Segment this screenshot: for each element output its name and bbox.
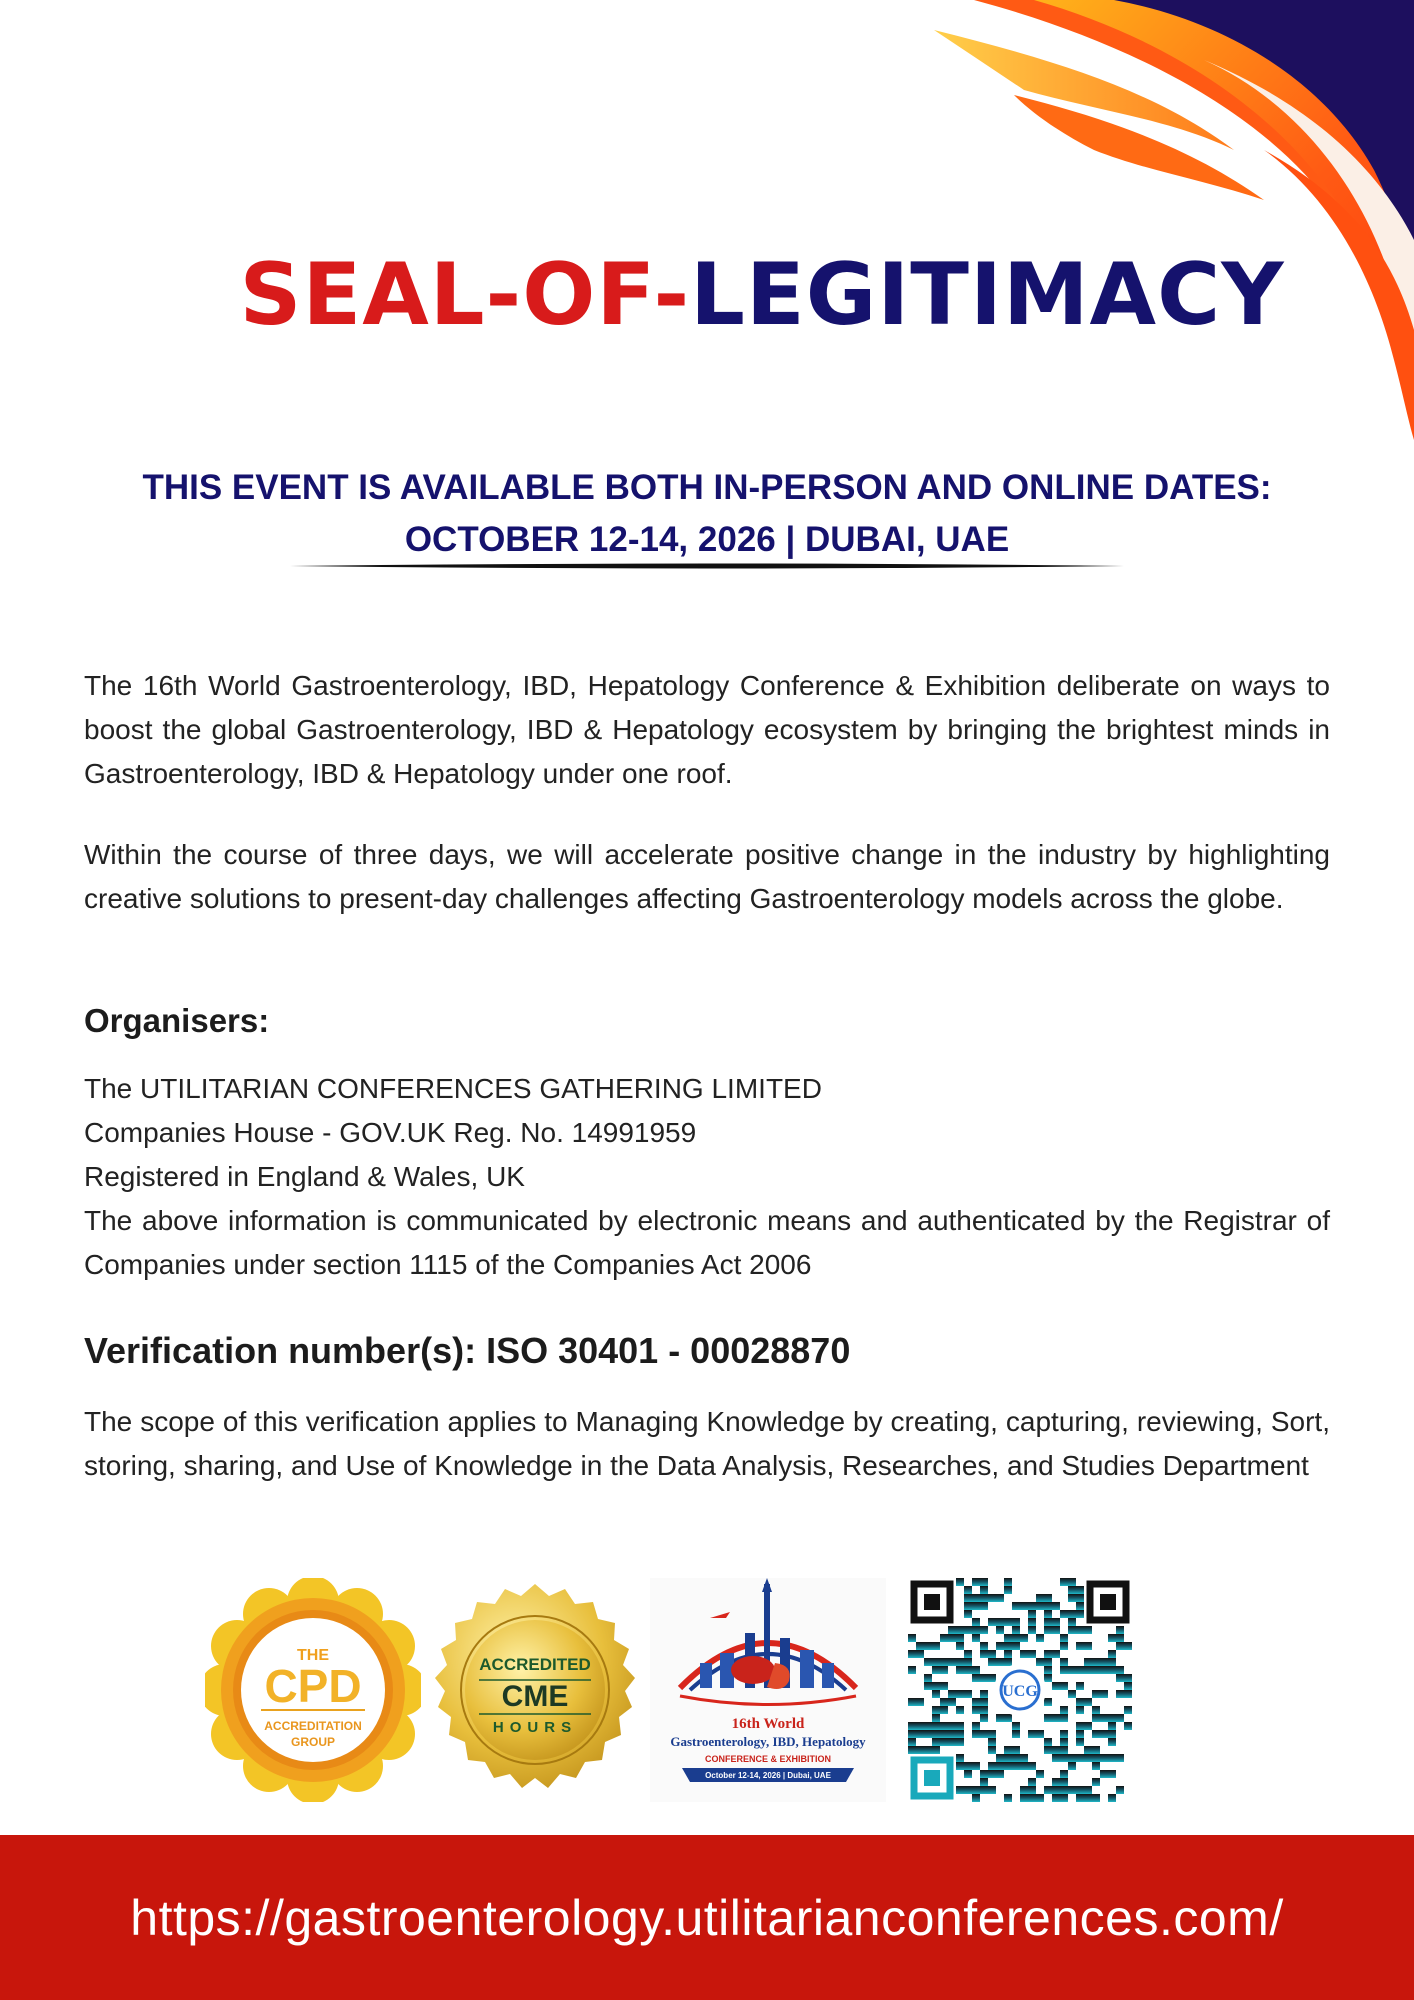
verification-heading: Verification number(s): ISO 30401 - 00028870 (84, 1330, 851, 1371)
title-part-legitimacy: LEGITIMACY (690, 245, 1285, 345)
cme-hours-text: HOURS (492, 1719, 578, 1736)
page-title (0, 245, 1414, 345)
subheading-underline (290, 562, 1124, 570)
subheading-line-2: OCTOBER 12-14, 2026 | DUBAI, UAE (404, 520, 1010, 559)
cpd-line2-text: GROUP (290, 1735, 336, 1749)
cme-accredited-text: ACCREDITED (479, 1655, 591, 1674)
organiser-line: Registered in England & Wales, UK (84, 1161, 525, 1192)
subheading-line-1: THIS EVENT IS AVAILABLE BOTH IN-PERSON AND ONLINE DATES: (142, 468, 1272, 507)
footer-bar (0, 1835, 1414, 2000)
cpd-line1-text: ACCREDITATION (264, 1719, 362, 1733)
cme-text: CME (501, 1680, 569, 1713)
badges-row (205, 1578, 1135, 1802)
verification-scope-text: The scope of this verification applies to Managing Knowledge by creating, capturing, reviewing, Sort, storing, sharing, and Use of Knowledge in the Data Analysis, Researches, and Studies Department (84, 1406, 1330, 1481)
organiser-line: The above information is communicated by electronic means and authenticated by the Registrar of Companies under section 1115 of the Companies Act 2006 (84, 1205, 1330, 1280)
intro-paragraph-1: The 16th World Gastroenterology, IBD, Hepatology Conference & Exhibition deliberate on ways to boost the global Gastroenterology, IBD & Hepatology ecosystem by bringing the brightest minds in Gastroenterology, IBD & Hepatology under one roof. (84, 670, 1330, 789)
title-part-seal-of: SEAL-OF- (239, 245, 691, 345)
cpd-text: CPD (264, 1660, 362, 1712)
logo-edition-text: 16th World (731, 1716, 805, 1732)
organisers-block (84, 1067, 1330, 1287)
organiser-line: Companies House - GOV.UK Reg. No. 14991959 (84, 1117, 697, 1148)
event-subheading (0, 462, 1414, 566)
cme-seal-icon (427, 1578, 643, 1802)
organiser-line: The UTILITARIAN CONFERENCES GATHERING LIMITED (84, 1073, 822, 1104)
conference-logo (650, 1578, 886, 1802)
cpd-badge-icon (205, 1578, 421, 1802)
logo-dates-text: October 12-14, 2026 | Dubai, UAE (705, 1771, 831, 1780)
footer-website-link[interactable]: https://gastroenterology.utilitarianconferences.com/ (130, 1889, 1284, 1946)
logo-name-text: Gastroenterology, IBD, Hepatology (670, 1734, 866, 1749)
logo-subtitle-text: CONFERENCE & EXHIBITION (704, 1754, 832, 1764)
qr-center-logo: UCG (1002, 1683, 1038, 1700)
qr-code-icon (908, 1578, 1132, 1802)
organisers-heading: Organisers: (84, 1002, 270, 1039)
intro-paragraph-2: Within the course of three days, we will accelerate positive change in the industry by highlighting creative solutions to present-day challenges affecting Gastroenterology models across the globe. (84, 839, 1330, 914)
cpd-the-text: THE (297, 1647, 329, 1664)
